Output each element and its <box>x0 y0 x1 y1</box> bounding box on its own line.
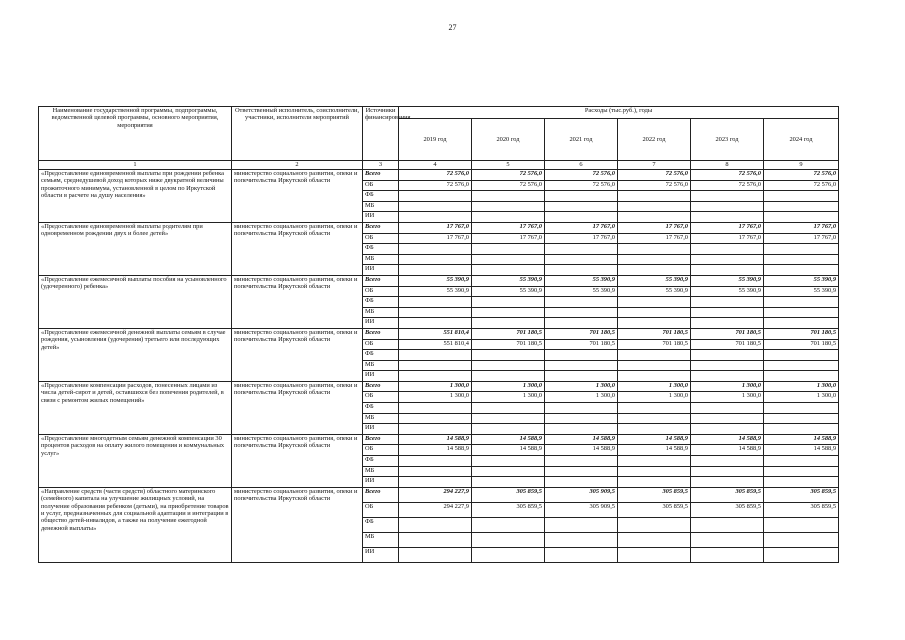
empty-value <box>399 297 472 308</box>
column-number: 2 <box>232 161 363 170</box>
empty-value <box>764 297 839 308</box>
empty-value <box>764 371 839 382</box>
table-row <box>39 275 839 286</box>
empty-value <box>618 318 691 329</box>
header-expenses: Расходы (тыс.руб.), годы <box>399 107 839 119</box>
total-value: 72 576,0 <box>545 170 618 181</box>
empty-value <box>691 201 764 212</box>
funding-source-label: МБ <box>363 201 399 212</box>
table-row <box>39 487 839 502</box>
empty-value <box>472 265 545 276</box>
empty-value <box>764 466 839 477</box>
empty-value <box>764 547 839 562</box>
empty-value <box>472 532 545 547</box>
empty-value <box>399 547 472 562</box>
empty-value <box>764 517 839 532</box>
total-value: 1 300,0 <box>545 381 618 392</box>
header-year: 2022 год <box>618 119 691 161</box>
empty-value <box>764 265 839 276</box>
empty-value <box>691 547 764 562</box>
empty-value <box>472 360 545 371</box>
regional-budget-value: 72 576,0 <box>399 180 472 191</box>
empty-value <box>691 477 764 488</box>
regional-budget-value: 55 390,9 <box>618 286 691 297</box>
table-row <box>39 170 839 181</box>
total-value: 701 180,5 <box>545 328 618 339</box>
empty-value <box>618 547 691 562</box>
empty-value <box>545 413 618 424</box>
empty-value <box>691 265 764 276</box>
empty-value <box>399 360 472 371</box>
empty-value <box>618 424 691 435</box>
empty-value <box>764 307 839 318</box>
empty-value <box>764 403 839 414</box>
empty-value <box>472 403 545 414</box>
empty-value <box>545 517 618 532</box>
funding-source-label: ОБ <box>363 286 399 297</box>
total-value: 305 859,5 <box>472 487 545 502</box>
column-number: 1 <box>39 161 232 170</box>
funding-source-label: МБ <box>363 360 399 371</box>
funding-source-label: ИИ <box>363 477 399 488</box>
page-number: 27 <box>448 23 457 32</box>
funding-source-label: ФБ <box>363 350 399 361</box>
funding-source-label: ИИ <box>363 547 399 562</box>
regional-budget-value: 305 909,5 <box>545 502 618 517</box>
empty-value <box>691 532 764 547</box>
empty-value <box>399 403 472 414</box>
empty-value <box>691 318 764 329</box>
regional-budget-value: 1 300,0 <box>472 392 545 403</box>
empty-value <box>399 517 472 532</box>
empty-value <box>472 254 545 265</box>
header-source-column: Источники финансирования <box>363 107 399 161</box>
regional-budget-value: 1 300,0 <box>545 392 618 403</box>
total-value: 701 180,5 <box>618 328 691 339</box>
empty-value <box>472 191 545 202</box>
header-year: 2021 год <box>545 119 618 161</box>
empty-value <box>618 265 691 276</box>
total-value: 72 576,0 <box>472 170 545 181</box>
funding-source-label: ИИ <box>363 371 399 382</box>
empty-value <box>472 244 545 255</box>
total-value: 14 588,9 <box>764 434 839 445</box>
regional-budget-value: 1 300,0 <box>399 392 472 403</box>
empty-value <box>618 413 691 424</box>
empty-value <box>618 477 691 488</box>
total-value: 305 859,5 <box>764 487 839 502</box>
total-value: 1 300,0 <box>472 381 545 392</box>
regional-budget-value: 14 588,9 <box>764 445 839 456</box>
empty-value <box>545 424 618 435</box>
empty-value <box>618 212 691 223</box>
funding-source-label: ФБ <box>363 297 399 308</box>
empty-value <box>691 413 764 424</box>
empty-value <box>764 201 839 212</box>
empty-value <box>764 191 839 202</box>
measure-name: «Предоставление единовременной выплаты при рождении ребенка семьям, среднедушевой доход которых ниже двукратной величины прожиточного минимума, установленной в целом по Иркутской области в расчете на душу населения» <box>39 170 232 223</box>
empty-value <box>764 254 839 265</box>
regional-budget-value: 72 576,0 <box>545 180 618 191</box>
empty-value <box>472 307 545 318</box>
column-number: 3 <box>363 161 399 170</box>
empty-value <box>691 244 764 255</box>
empty-value <box>472 424 545 435</box>
empty-value <box>399 244 472 255</box>
total-value: 1 300,0 <box>399 381 472 392</box>
measure-executor: министерство социального развития, опеки и попечительства Иркутской области <box>232 434 363 487</box>
empty-value <box>618 456 691 467</box>
empty-value <box>545 350 618 361</box>
total-value: 294 227,9 <box>399 487 472 502</box>
funding-source-label: Всего <box>363 381 399 392</box>
empty-value <box>545 254 618 265</box>
regional-budget-value: 305 859,5 <box>691 502 764 517</box>
regional-budget-value: 17 767,0 <box>545 233 618 244</box>
table-row <box>39 381 839 392</box>
regional-budget-value: 701 180,5 <box>618 339 691 350</box>
empty-value <box>545 307 618 318</box>
funding-source-label: ИИ <box>363 424 399 435</box>
funding-source-label: МБ <box>363 307 399 318</box>
empty-value <box>545 456 618 467</box>
funding-source-label: ФБ <box>363 244 399 255</box>
funding-source-label: ОБ <box>363 180 399 191</box>
regional-budget-value: 294 227,9 <box>399 502 472 517</box>
regional-budget-value: 55 390,9 <box>764 286 839 297</box>
total-value: 701 180,5 <box>764 328 839 339</box>
regional-budget-value: 1 300,0 <box>618 392 691 403</box>
total-value: 72 576,0 <box>399 170 472 181</box>
empty-value <box>618 532 691 547</box>
regional-budget-value: 701 180,5 <box>764 339 839 350</box>
total-value: 305 859,5 <box>618 487 691 502</box>
measure-executor: министерство социального развития, опеки и попечительства Иркутской области <box>232 275 363 328</box>
column-number: 5 <box>472 161 545 170</box>
table-row <box>39 328 839 339</box>
empty-value <box>472 350 545 361</box>
empty-value <box>472 318 545 329</box>
empty-value <box>691 350 764 361</box>
measure-executor: министерство социального развития, опеки и попечительства Иркутской области <box>232 222 363 275</box>
funding-source-label: ОБ <box>363 502 399 517</box>
empty-value <box>545 191 618 202</box>
empty-value <box>618 466 691 477</box>
funding-source-label: Всего <box>363 434 399 445</box>
empty-value <box>618 403 691 414</box>
total-value: 55 390,9 <box>399 275 472 286</box>
empty-value <box>472 212 545 223</box>
regional-budget-value: 55 390,9 <box>545 286 618 297</box>
empty-value <box>545 360 618 371</box>
regional-budget-value: 14 588,9 <box>618 445 691 456</box>
empty-value <box>545 532 618 547</box>
regional-budget-value: 14 588,9 <box>545 445 618 456</box>
empty-value <box>399 254 472 265</box>
empty-value <box>399 318 472 329</box>
total-value: 14 588,9 <box>691 434 764 445</box>
header-year: 2020 год <box>472 119 545 161</box>
funding-source-label: МБ <box>363 254 399 265</box>
regional-budget-value: 305 859,5 <box>764 502 839 517</box>
empty-value <box>764 318 839 329</box>
empty-value <box>545 371 618 382</box>
funding-source-label: ОБ <box>363 233 399 244</box>
regional-budget-value: 551 810,4 <box>399 339 472 350</box>
funding-source-label: Всего <box>363 275 399 286</box>
total-value: 17 767,0 <box>399 222 472 233</box>
regional-budget-value: 701 180,5 <box>472 339 545 350</box>
empty-value <box>399 371 472 382</box>
measure-name: «Предоставление многодетным семьям денежной компенсации 30 процентов расходов на оплату жилого помещения и коммунальных услуг» <box>39 434 232 487</box>
table-row <box>39 434 839 445</box>
empty-value <box>399 456 472 467</box>
total-value: 305 909,5 <box>545 487 618 502</box>
regional-budget-value: 14 588,9 <box>691 445 764 456</box>
empty-value <box>691 456 764 467</box>
total-value: 701 180,5 <box>472 328 545 339</box>
empty-value <box>691 517 764 532</box>
funding-source-label: МБ <box>363 413 399 424</box>
empty-value <box>472 477 545 488</box>
header-name-column: Наименование государственной программы, подпрограммы, ведомственной целевой программы, основного мероприятия, мероприятия <box>39 107 232 161</box>
empty-value <box>472 456 545 467</box>
total-value: 72 576,0 <box>764 170 839 181</box>
regional-budget-value: 72 576,0 <box>691 180 764 191</box>
measure-name: «Предоставление компенсации расходов, понесенных лицами из числа детей-сирот и детей, оставшихся без попечения родителей, в связи с ремонтом жилых помещений» <box>39 381 232 434</box>
regional-budget-value: 14 588,9 <box>472 445 545 456</box>
funding-source-label: Всего <box>363 328 399 339</box>
regional-budget-value: 1 300,0 <box>764 392 839 403</box>
header-year: 2019 год <box>399 119 472 161</box>
regional-budget-value: 55 390,9 <box>399 286 472 297</box>
empty-value <box>545 212 618 223</box>
funding-source-label: ФБ <box>363 517 399 532</box>
total-value: 14 588,9 <box>472 434 545 445</box>
measure-name: «Предоставление ежемесячной выплаты пособия на усыновленного (удочеренного) ребенка» <box>39 275 232 328</box>
funding-source-label: ИИ <box>363 212 399 223</box>
measure-executor: министерство социального развития, опеки и попечительства Иркутской области <box>232 381 363 434</box>
empty-value <box>545 265 618 276</box>
empty-value <box>691 307 764 318</box>
regional-budget-value: 305 859,5 <box>472 502 545 517</box>
measure-name: «Предоставление ежемесячной денежной выплаты семьям в случае рождения, усыновления (удочерения) третьего или последующих детей» <box>39 328 232 381</box>
empty-value <box>618 307 691 318</box>
column-number: 9 <box>764 161 839 170</box>
regional-budget-value: 701 180,5 <box>545 339 618 350</box>
empty-value <box>399 201 472 212</box>
funding-source-label: Всего <box>363 222 399 233</box>
column-number: 7 <box>618 161 691 170</box>
funding-source-label: Всего <box>363 487 399 502</box>
total-value: 55 390,9 <box>618 275 691 286</box>
empty-value <box>545 466 618 477</box>
empty-value <box>399 477 472 488</box>
empty-value <box>399 212 472 223</box>
regional-budget-value: 701 180,5 <box>691 339 764 350</box>
empty-value <box>472 547 545 562</box>
funding-source-label: ИИ <box>363 265 399 276</box>
empty-value <box>618 297 691 308</box>
empty-value <box>691 191 764 202</box>
empty-value <box>399 191 472 202</box>
empty-value <box>545 547 618 562</box>
empty-value <box>399 413 472 424</box>
total-value: 551 810,4 <box>399 328 472 339</box>
regional-budget-value: 17 767,0 <box>618 233 691 244</box>
empty-value <box>618 244 691 255</box>
empty-value <box>472 517 545 532</box>
empty-value <box>764 212 839 223</box>
empty-value <box>618 371 691 382</box>
measure-name: «Направление средств (части средств) областного материнского (семейного) капитала на улучшение жилищных условий, на получение образования ребенком (детьми), на приобретение товаров и услуг, предназначенных для социальной адаптации и интеграции в общество детей-инвалидов, а также на получение ежегодной денежной выплаты» <box>39 487 232 562</box>
empty-value <box>764 532 839 547</box>
empty-value <box>472 201 545 212</box>
regional-budget-value: 72 576,0 <box>764 180 839 191</box>
empty-value <box>399 424 472 435</box>
empty-value <box>764 424 839 435</box>
funding-source-label: ОБ <box>363 339 399 350</box>
budget-table <box>38 106 839 563</box>
total-value: 55 390,9 <box>764 275 839 286</box>
empty-value <box>764 360 839 371</box>
empty-value <box>691 360 764 371</box>
empty-value <box>399 350 472 361</box>
empty-value <box>691 254 764 265</box>
header-executor-column: Ответственный исполнитель, соисполнители, участники, исполнители мероприятий <box>232 107 363 161</box>
empty-value <box>618 350 691 361</box>
regional-budget-value: 17 767,0 <box>764 233 839 244</box>
empty-value <box>691 424 764 435</box>
total-value: 14 588,9 <box>399 434 472 445</box>
header-year: 2023 год <box>691 119 764 161</box>
total-value: 17 767,0 <box>764 222 839 233</box>
empty-value <box>618 517 691 532</box>
measure-executor: министерство социального развития, опеки и попечительства Иркутской области <box>232 170 363 223</box>
funding-source-label: МБ <box>363 532 399 547</box>
header-year: 2024 год <box>764 119 839 161</box>
total-value: 1 300,0 <box>618 381 691 392</box>
funding-source-label: ФБ <box>363 403 399 414</box>
empty-value <box>691 297 764 308</box>
empty-value <box>545 244 618 255</box>
empty-value <box>764 456 839 467</box>
regional-budget-value: 1 300,0 <box>691 392 764 403</box>
regional-budget-value: 14 588,9 <box>399 445 472 456</box>
empty-value <box>618 360 691 371</box>
empty-value <box>545 403 618 414</box>
measure-executor: министерство социального развития, опеки и попечительства Иркутской области <box>232 328 363 381</box>
total-value: 17 767,0 <box>545 222 618 233</box>
measure-executor: министерство социального развития, опеки и попечительства Иркутской области <box>232 487 363 562</box>
empty-value <box>764 413 839 424</box>
empty-value <box>691 466 764 477</box>
empty-value <box>399 265 472 276</box>
total-value: 55 390,9 <box>545 275 618 286</box>
funding-source-label: ФБ <box>363 456 399 467</box>
total-value: 72 576,0 <box>691 170 764 181</box>
total-value: 17 767,0 <box>472 222 545 233</box>
funding-source-label: ОБ <box>363 445 399 456</box>
regional-budget-value: 72 576,0 <box>472 180 545 191</box>
empty-value <box>545 201 618 212</box>
total-value: 17 767,0 <box>691 222 764 233</box>
empty-value <box>545 477 618 488</box>
regional-budget-value: 17 767,0 <box>472 233 545 244</box>
total-value: 17 767,0 <box>618 222 691 233</box>
column-number: 8 <box>691 161 764 170</box>
total-value: 72 576,0 <box>618 170 691 181</box>
empty-value <box>691 212 764 223</box>
regional-budget-value: 72 576,0 <box>618 180 691 191</box>
empty-value <box>764 350 839 361</box>
funding-source-label: ФБ <box>363 191 399 202</box>
table-row <box>39 222 839 233</box>
empty-value <box>764 244 839 255</box>
funding-source-label: ОБ <box>363 392 399 403</box>
empty-value <box>618 201 691 212</box>
total-value: 305 859,5 <box>691 487 764 502</box>
empty-value <box>618 254 691 265</box>
total-value: 1 300,0 <box>691 381 764 392</box>
regional-budget-value: 55 390,9 <box>472 286 545 297</box>
total-value: 1 300,0 <box>764 381 839 392</box>
measure-name: «Предоставление единовременной выплаты родителям при одновременном рождении двух и более детей» <box>39 222 232 275</box>
empty-value <box>472 466 545 477</box>
regional-budget-value: 55 390,9 <box>691 286 764 297</box>
empty-value <box>472 297 545 308</box>
funding-source-label: Всего <box>363 170 399 181</box>
empty-value <box>545 297 618 308</box>
total-value: 14 588,9 <box>618 434 691 445</box>
empty-value <box>691 371 764 382</box>
regional-budget-value: 305 859,5 <box>618 502 691 517</box>
total-value: 55 390,9 <box>472 275 545 286</box>
total-value: 14 588,9 <box>545 434 618 445</box>
regional-budget-value: 17 767,0 <box>691 233 764 244</box>
empty-value <box>618 191 691 202</box>
empty-value <box>691 403 764 414</box>
empty-value <box>764 477 839 488</box>
total-value: 55 390,9 <box>691 275 764 286</box>
empty-value <box>472 371 545 382</box>
empty-value <box>399 532 472 547</box>
funding-source-label: ИИ <box>363 318 399 329</box>
empty-value <box>545 318 618 329</box>
empty-value <box>472 413 545 424</box>
empty-value <box>399 466 472 477</box>
funding-source-label: МБ <box>363 466 399 477</box>
column-number: 4 <box>399 161 472 170</box>
total-value: 701 180,5 <box>691 328 764 339</box>
empty-value <box>399 307 472 318</box>
regional-budget-value: 17 767,0 <box>399 233 472 244</box>
column-number: 6 <box>545 161 618 170</box>
